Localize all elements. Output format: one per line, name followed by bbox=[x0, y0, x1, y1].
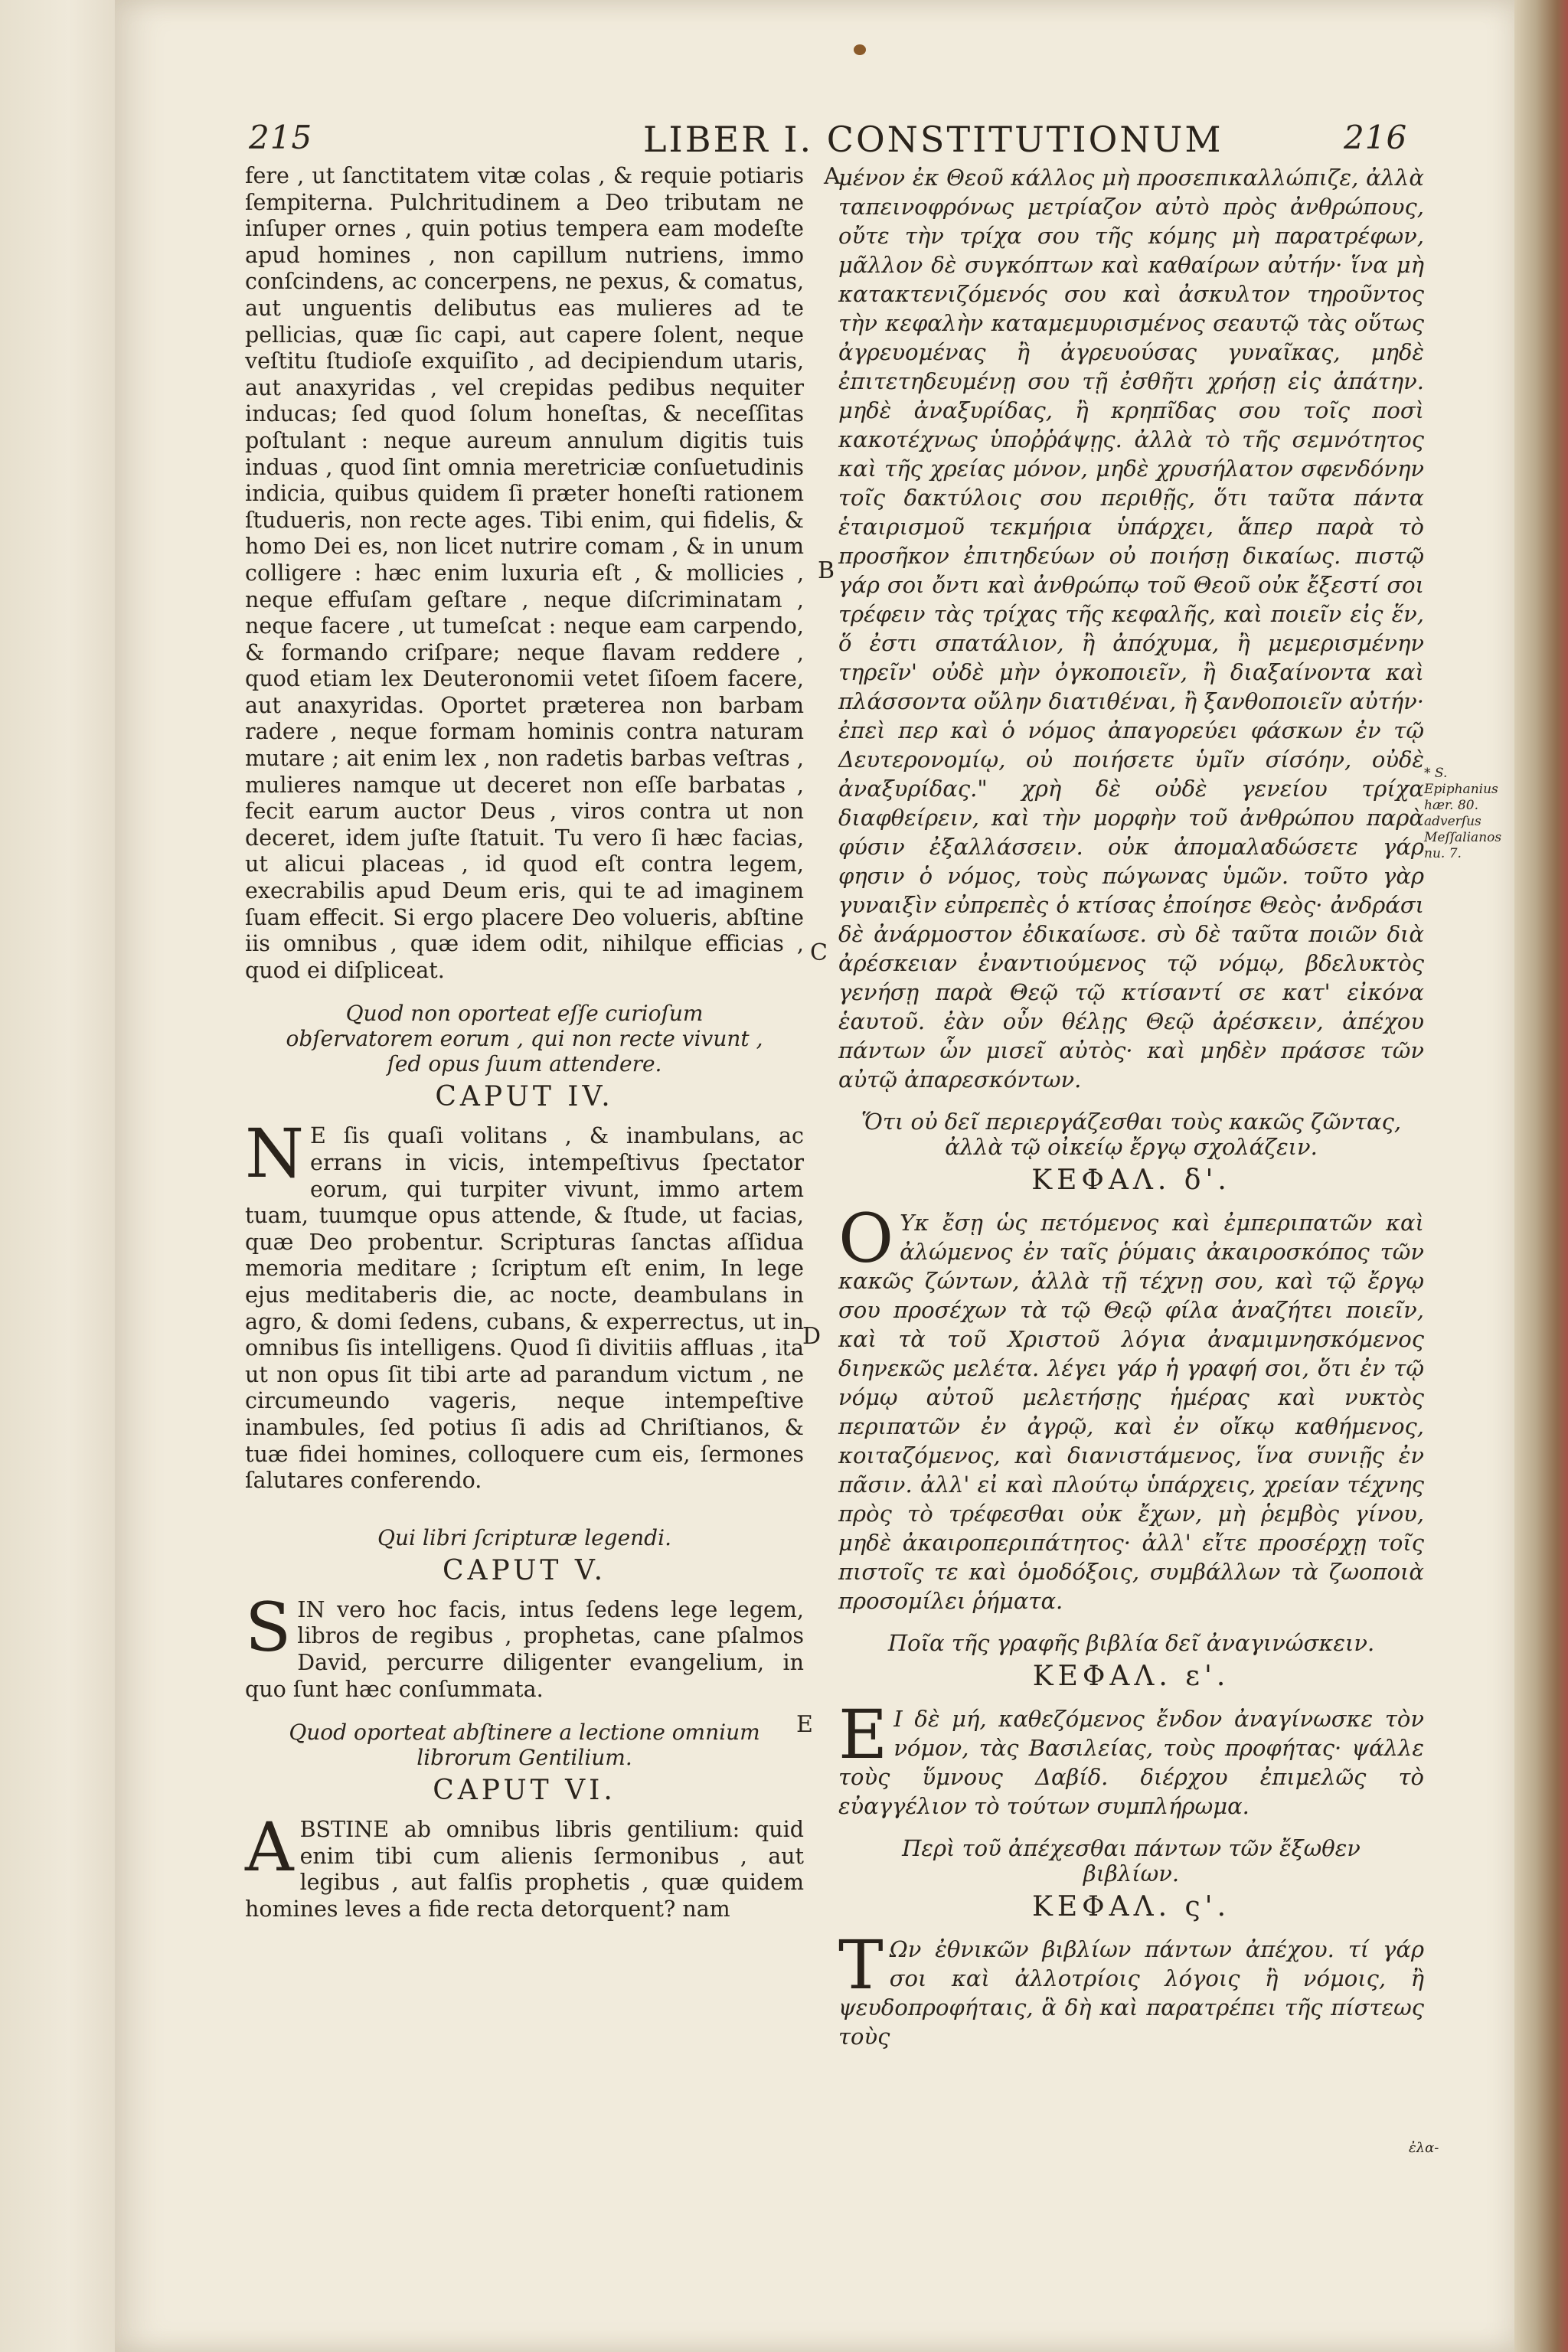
section-letter-b: B bbox=[818, 557, 835, 584]
latin-chapter-4-paragraph bbox=[245, 1114, 804, 1494]
greek-intro-paragraph: μένον ἐκ Θεοῦ κάλλος μὴ προσεπικαλλώπιζε, ἀλλὰ ταπεινοφρόνως μετρίαζον αὐτὸ πρὸς ἀνθρώπους, οὔτε τὴν τρίχα σου τῆς κόμης μὴ παρατρέφων, μᾶλλον δὲ συγκόπτων καὶ καθαίρων αὐτήν· ἵνα μὴ κατακτενιζόμενός σου καὶ ἀσκυλτον τηροῦντος τὴν κεφαλὴν καταμεμυρισμένος σεαυτῷ τὰς οὕτως ἀγρευομένας ἢ ἀγρευούσας γυναῖκας, μηδὲ ἐπιτετηδευμένῃ σου τῇ ἐσθῆτι χρήσῃ εἰς ἀπάτην. μηδὲ ἀναξυρίδας, ἢ κρηπῖδας σου τοῖς ποσὶ κακοτέχνως ὑποῤῥάψῃς. ἀλλὰ τὸ τῆς σεμνότητος καὶ τῆς χρείας μόνον, μηδὲ χρυσήλατον σφενδόνην τοῖς δακτύλοις σου περιθῇς, ὅτι ταῦτα πάντα ἑταιρισμοῦ τεκμήρια ὑπάρχει, ἅπερ παρὰ τὸ προσῆκον ἐπιτηδεύων οὐ ποιήσῃ δικαίως. πιστῷ γάρ σοι ὄντι καὶ ἀνθρώπῳ τοῦ Θεοῦ οὐκ ἔξεστί σοι τρέφειν τὰς τρίχας τῆς κεφαλῆς, καὶ ποιεῖν εἰς ἕν, ὅ ἐστι σπατάλιον, ἢ ἀπόχυμα, ἢ μεμερισμένην τηρεῖν' οὐδὲ μὴν ὀγκοποιεῖν, ἢ διαξαίνοντα καὶ πλάσσοντα οὔλην διατιθέναι, ἢ ξανθοποιεῖν αὐτήν· ἐπεὶ περ καὶ ὁ νόμος ἀπαγορεύει φάσκων ἐν τῷ Δευτερονομίῳ, οὐ ποιήσετε ὑμῖν σίσόην, οὐδὲ ἀναξυρίδας." χρὴ δὲ οὐδὲ γενείου τρίχα διαφθείρειν, καὶ τὴν μορφὴν τοῦ ἀνθρώπου παρὰ φύσιν ἐξαλλάσσειν. οὐκ ἀπομαλαδώσετε γάρ φησιν ὁ νόμος, τοὺς πώγωνας ὑμῶν. τοῦτο γὰρ γυναιξὶν εὐπρεπὲς ὁ κτίσας ἐποίησε Θεὸς· ἀνδράσι δὲ ἀνάρμοστον ἐδικαίωσε. σὺ δὲ ταῦτα ποιῶν διὰ ἀρέσκειαν ἐναντιούμενος τῷ νόμῳ, βδελυκτὸς γενήσῃ παρὰ Θεῷ τῷ κτίσαντί σε κατ' εἰκόνα ἑαυτοῦ. ἐὰν οὖν θέλῃς Θεῷ ἀρέσκειν, ἀπέχου πάντων ὧν μισεῖ αὐτὸς· καὶ μηδὲν πράσσε τῶν αὐτῷ ἀπαρεσκόντων. bbox=[838, 165, 1424, 1093]
latin-chapter-6-paragraph bbox=[245, 1808, 804, 1922]
latin-chapter-6-text: BSTINE ab omnibus libris gentilium: quid enim tibi cum alienis ſermonibus , aut legibus , aut falſis prophetis , quæ quidem homines leves a fide recta detorquent? nam bbox=[245, 1817, 804, 1922]
drop-cap: A bbox=[245, 1808, 294, 1887]
latin-caput-4-heading: CAPUT IV. bbox=[435, 1081, 614, 1113]
latin-chapter-4-text: E ſis quaſi volitans , & inambulans, ac errans in vicis, intempeſtivus ſpectator eorum, qui turpiter vivunt, immo artem tuam, tuumque opus attende, & ſtude, ut facias, quæ Deo probentur. Scripturas ſanctas aſſidua memoria meditare ; ſcriptum eſt enim, In lege ejus meditaberis die, ac nocte, deambulans in agro, & domi ſedens, cubans, & experrectus, ut in omnibus ſis intelligens. Quod ſi divitiis affluas , ita ut non opus ſit tibi arte ad parandum victum , ne circumeundo vageris, neque intempeſtive inambules, ſed potius ſi adis ad Chriſtianos, & tuæ fidei homines, colloquere cum eis, ſermones ſalutares conferendo. bbox=[245, 1123, 804, 1494]
page-number-right: 216 bbox=[1344, 119, 1408, 156]
latin-caput-5-heading: CAPUT V. bbox=[442, 1554, 607, 1586]
page-number-left: 215 bbox=[249, 119, 313, 156]
greek-rubric-chapter-4: Ὅτι οὐ δεῖ περιεργάζεσθαι τοὺς κακῶς ζῶντας, ἀλλὰ τῷ οἰκείῳ ἔργῳ σχολάζειν. bbox=[861, 1109, 1402, 1160]
greek-kephal-5-heading: ΚΕΦΑΛ. ε'. bbox=[1032, 1661, 1230, 1692]
section-letter-e: E bbox=[796, 1711, 813, 1738]
drop-cap: N bbox=[245, 1114, 304, 1194]
section-letter-a: A bbox=[824, 163, 841, 190]
latin-caput-6-heading: CAPUT VI. bbox=[433, 1775, 616, 1807]
drop-cap: Ε bbox=[838, 1695, 888, 1774]
book-gutter bbox=[0, 0, 115, 2352]
latin-rubric-chapter-6: Quod oporteat abſtinere a lectione omnium librorum Gentilium. bbox=[289, 1720, 760, 1771]
greek-rubric-chapter-6: Περὶ τοῦ ἀπέχεσθαι πάντων τῶν ἔξωθεν βιβλίων. bbox=[902, 1835, 1361, 1886]
greek-kephal-6-heading: ΚΕΦΑΛ. ς'. bbox=[1031, 1891, 1231, 1922]
section-letter-c: C bbox=[810, 939, 828, 966]
greek-chapter-4-paragraph bbox=[838, 1199, 1424, 1615]
greek-chapter-4-text: Υκ ἔσῃ ὡς πετόμενος καὶ ἐμπεριπατῶν καὶ ἀλώμενος ἐν ταῖς ῥύμαις ἀκαιροσκόπος τῶν κακῶς ζώντων, ἀλλὰ τῇ τέχνῃ σου, καὶ τῷ ἔργῳ σου προσέχων τὰ τῷ Θεῷ φίλα ἀναζήτει ποιεῖν, καὶ τὰ τοῦ Χριστοῦ λόγια ἀναμιμνησκόμενος διηνεκῶς μελέτα. λέγει γάρ ἡ γραφή σοι, ὅτι ἐν τῷ νόμῳ αὐτοῦ μελετήσῃς ἡμέρας καὶ νυκτὸς περιπατῶν ἐν ἀγρῷ, καὶ ἐν οἴκῳ καθήμενος, κοιταζόμενος, καὶ διανιστάμενος, ἵνα συνιῇς ἐν πᾶσιν. ἀλλ' εἰ καὶ πλούτῳ ὑπάρχεις, χρείαν τέχνης πρὸς τὸ τρέφεσθαι οὐκ ἔχων, μὴ ῥεμβὸς γίνου, μηδὲ ἀκαιροπεριπάτητος· ἀλλ' εἴτε προσέρχῃ τοῖς πιστοῖς τε καὶ ὁμοδόξοις, συμβάλλων τὰ ζωοποιὰ προσομίλει ῥήματα. bbox=[838, 1210, 1424, 1614]
running-title: LIBER I. CONSTITUTIONUM bbox=[643, 119, 1223, 160]
section-letter-d: D bbox=[802, 1323, 822, 1350]
page-fore-edge bbox=[1514, 0, 1568, 2352]
latin-intro-paragraph: fere , ut ſanctitatem vitæ colas , & requie potiaris ſempiterna. Pulchritudinem a Deo tributam ne inſuper ornes , quin potius tempera eam modeſte apud homines , non capillum nutriens, immo conſcindens, ac concerpens, ne pexus, & comatus, aut unguentis delibutus eas mulieres ad te pellicias, quæ ſic capi, aut capere ſolent, neque veſtitu ſtudioſe exquiſito , ad decipiendum utaris, aut anaxyridas , vel crepidas pedibus nequiter inducas; ſed quod ſolum honeſtas, & neceſſitas poſtulant : neque aureum annulum digitis tuis induas , quod ſint omnia meretriciæ conſuetudinis indicia, quibus quidem ſi præter honeſti rationem ſtudueris, non recte ages. Tibi enim, qui fidelis, & homo Dei es, non licet nutrire comam , & in unum colligere : hæc enim luxuria eſt , & mollicies , neque effuſam geſtare , neque diſcriminatam , neque facere , ut tumeſcat : neque eam carpendo, & formando criſpare; neque flavam reddere , quod etiam lex Deuteronomii vetet ſiſoem facere, aut anaxyridas. Oportet præterea non barbam radere , neque formam hominis contra naturam mutare ; ait enim lex , non radetis barbas veſtras , mulieres namque ut deceret non eſſe barbatas , fecit earum auctor Deus , viros contra ut non deceret, idem juſte ſtatuit. Tu vero ſi hæc facias, ut alicui placeas , id quod eſt contra legem, execrabilis apud Deum eris, qui te ad imaginem ſuam effecit. Si ergo placere Deo volueris, abſtine iis omnibus , quæ idem odit, nihilque efficias , quod ei diſpliceat. bbox=[245, 163, 804, 983]
greek-chapter-6-paragraph bbox=[838, 1926, 1424, 2051]
greek-column bbox=[838, 163, 1424, 2051]
greek-chapter-5-text: Ι δὲ μή, καθεζόμενος ἔνδον ἀναγίνωσκε τὸν νόμον, τὰς Βασιλείας, τοὺς προφήτας· ψάλλε τοὺς ὕμνους Δαβίδ. διέρχου ἐπιμελῶς τὸ εὐαγγέλιον τὸ τούτων συμπλήρωμα. bbox=[838, 1706, 1424, 1819]
greek-rubric-chapter-5: Ποῖα τῆς γραφῆς βιβλία δεῖ ἀναγινώσκειν. bbox=[887, 1630, 1375, 1656]
latin-chapter-5-paragraph bbox=[245, 1587, 804, 1703]
drop-cap: Τ bbox=[838, 1926, 884, 2004]
drop-cap: Ο bbox=[838, 1199, 894, 1278]
marginal-note: * S. Epiphanius hær. 80. adverſus Meſſalianos nu. 7. bbox=[1424, 766, 1502, 861]
ink-blot bbox=[854, 44, 866, 55]
drop-cap: S bbox=[245, 1587, 292, 1667]
latin-column bbox=[245, 163, 804, 1922]
latin-chapter-5-text: IN vero hoc facis, intus ſedens lege legem, libros de regibus , prophetas, cane pſalmos David, percurre diligenter evangelium, in quo ſunt hæc conſummata. bbox=[245, 1596, 804, 1702]
greek-chapter-5-paragraph bbox=[838, 1695, 1424, 1821]
latin-rubric-chapter-5: Qui libri ſcripturæ legendi. bbox=[377, 1524, 671, 1550]
catchword: ἐλα- bbox=[1409, 2140, 1439, 2156]
greek-kephal-4-heading: ΚΕΦΑΛ. δ'. bbox=[1031, 1165, 1231, 1196]
latin-rubric-chapter-4: Quod non oporteat eſſe curioſum obſervatorem eorum , qui non recte vivunt , ſed opus ſuum attendere. bbox=[286, 1001, 763, 1077]
greek-chapter-6-text: Ων ἐθνικῶν βιβλίων πάντων ἀπέχου. τί γάρ σοι καὶ ἀλλοτρίοις λόγοις ἢ νόμοις, ἢ ψευδοπροφήταις, ἃ δὴ καὶ παρατρέπει τῆς πίστεως τοὺς bbox=[838, 1936, 1424, 2050]
